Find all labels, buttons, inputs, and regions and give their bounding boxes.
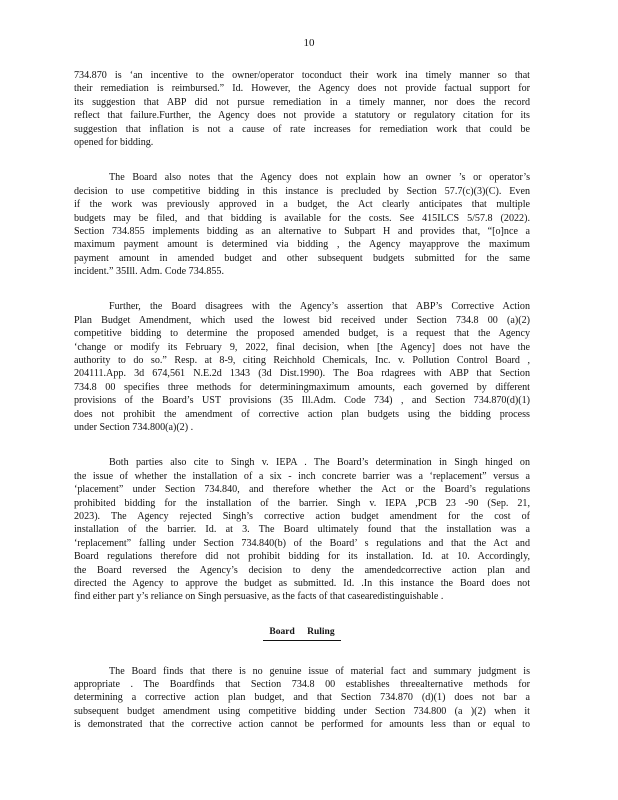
text-line: 734.8 00 specifies three methods for determiningmaximum amounts, each governed by different (74, 381, 530, 393)
text-line: its suggestion that ABP did not pursue remediation in a timely manner, nor does the record (74, 96, 530, 108)
section-heading-text: Board Ruling (263, 626, 340, 641)
section-heading (74, 626, 530, 641)
text-line: opened for bidding. (74, 136, 154, 148)
text-line: installation of the barrier. Id. at 3. The Board ultimately found that the installation was a (74, 524, 530, 536)
text-line: 204111.App. 3d 674,561 N.E.2d 1343 (3d Dist.1990). The Boa rdagrees with ABP that Section (74, 368, 530, 380)
text-line: ‘replacement” falling under Section 734.840(b) of the Board’ s regulations and that the Act and (74, 537, 530, 549)
text-line: the Board reversed the Agency’s decision to deny the amendedcorrective action plan and (74, 564, 530, 576)
text-line: does not prohibit the amendment of corrective action plan budgets using the bidding process (74, 408, 530, 420)
text-line: budgets may be filed, and that bidding is available for the costs. See 415ILCS 5/57.8 (2022). (74, 212, 530, 224)
text-line: under Section 734.800(a)(2) . (74, 421, 194, 433)
text-line: The Board finds that there is no genuine issue of material fact and summary judgment is (109, 665, 530, 677)
text-line: is demonstrated that the corrective action cannot be performed for amounts less than or equal to (74, 719, 530, 731)
text-line: decision to use competitive bidding in this instance is precluded by Section 57.7(c)(3)(C). Even (74, 185, 530, 197)
text-line: the issue of whether the installation of a six - inch concrete barrier was a ‘replacement” versus a (74, 470, 530, 482)
text-line: directed the Agency to approve the budget as submitted. Id. .In this instance the Board does not (74, 577, 530, 589)
text-line: their remediation is reimbursed.” Id. However, the Agency does not provide factual support for (74, 83, 530, 95)
text-line: Plan Budget Amendment, which used the lowest bid received under Section 734.8 00 (a)(2) (74, 314, 530, 326)
text-line: competitive bidding to determine the proposed amended budget, is a request that the Agency (74, 328, 530, 340)
text-line: authority to do so.” Resp. at 8-9, citing Reichhold Chemicals, Inc. v. Pollution Control Board , (74, 355, 530, 367)
text-line: 2023). The Agency rejected Singh’s corrective action budget amendment for the cost of (74, 510, 530, 522)
text-line: ‘placement” under Section 734.840, and therefore whether the Act or the Board’s regulations (74, 484, 530, 496)
text-line: appropriate . The Boardfinds that Section 734.8 00 establishes threealternative methods for (74, 679, 530, 691)
paragraph-3 (74, 300, 530, 434)
ruling-paragraph (74, 665, 530, 732)
text-line: ‘change or modify its February 9, 2022, final decision, when [the Agency] does not have the (74, 341, 530, 353)
text-line: Further, the Board disagrees with the Agency’s assertion that ABP’s Corrective Action (109, 301, 530, 313)
text-line: Both parties also cite to Singh v. IEPA . The Board’s determination in Singh hinged on (109, 457, 530, 469)
text-line: prohibited bidding for the installation of the barrier. Singh v. IEPA ,PCB 23 -90 (Sep. 21, (74, 497, 530, 509)
text-line: incident.” 35Ill. Adm. Code 734.855. (74, 266, 224, 278)
text-line: find either part y’s reliance on Singh persuasive, as the facts of that casearedistinguishable . (74, 591, 444, 603)
text-line: payment amount in amended budget and other subsequent budgets submitted for the same (74, 252, 530, 264)
text-line: Board regulations therefore did not prohibit bidding for its installation. Id. at 10. Accordingly, (74, 551, 530, 563)
text-line: The Board also notes that the Agency does not explain how an owner ’s or operator’s (109, 172, 530, 184)
text-line: suggestion that inflation is not a cause of rate increases for remediation work that could be (74, 123, 530, 135)
page-number: 10 (303, 37, 315, 49)
text-line: maximum payment amount is determined via bidding , the Agency mayapprove the maximum (74, 239, 530, 251)
document-body (74, 69, 530, 754)
paragraph-2 (74, 171, 530, 278)
paragraph-4 (74, 456, 530, 603)
text-line: determining a corrective action plan budget, and that Section 734.870 (d)(1) does not bar a (74, 692, 530, 704)
text-line: subsequent budget amendment using competitive bidding under Section 734.800 (a )(2) when it (74, 705, 530, 717)
text-line: reflect that failure.Further, the Agency does not provide a statutory or regulatory citation for its (74, 110, 530, 122)
paragraph-1 (74, 69, 530, 149)
text-line: provisions of the Board’s UST provisions (35 Ill.Adm. Code 734) , and Section 734.870(d)(1) (74, 395, 530, 407)
text-line: Section 734.855 implements bidding as an alternative to Subpart H and provides that, “[o]nce a (74, 225, 530, 237)
text-line: 734.870 is ‘an incentive to the owner/operator toconduct their work ina timely manner so that (74, 70, 530, 81)
text-line: if the work was previously approved in a budget, the Act clearly anticipates that multiple (74, 199, 530, 211)
